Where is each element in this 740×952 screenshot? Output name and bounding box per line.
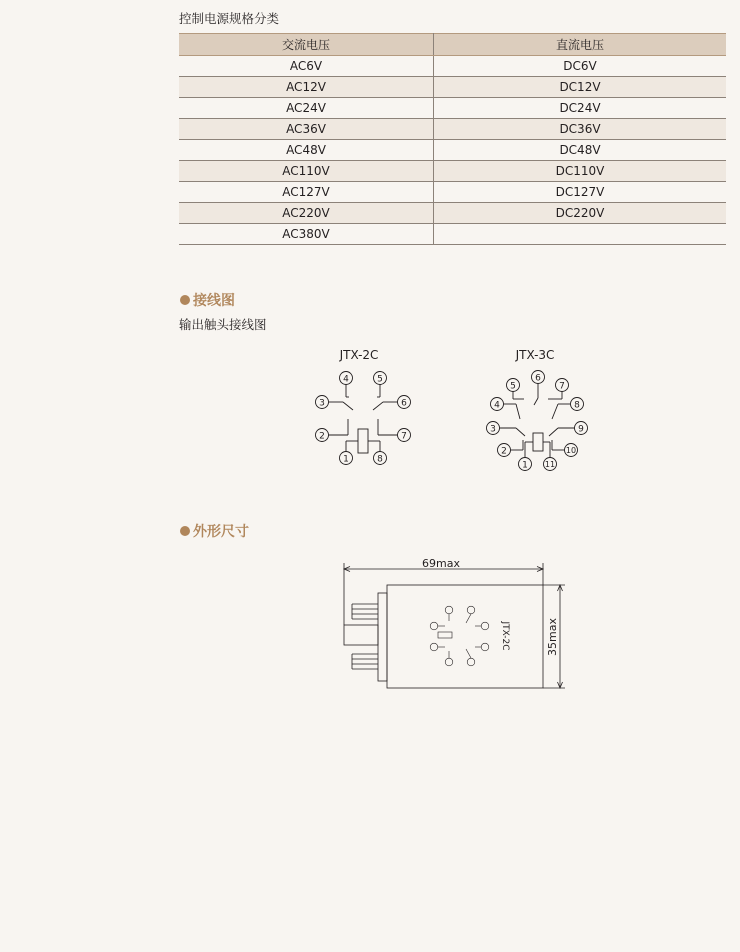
pin-label: 7 <box>559 381 565 392</box>
bullet-icon <box>180 526 190 536</box>
ac-cell: AC127V <box>179 182 434 203</box>
pin-label: 4 <box>494 400 500 411</box>
pin-label: 5 <box>510 381 516 392</box>
pin-label: 10 <box>565 446 577 455</box>
wiring-heading-text: 接线图 <box>193 293 235 309</box>
table-row <box>179 98 726 119</box>
ac-cell: AC48V <box>179 140 434 161</box>
table-row <box>179 203 726 224</box>
table-row <box>179 119 726 140</box>
ac-voltage-header: 交流电压 <box>179 34 434 56</box>
dimensions-heading <box>180 521 249 541</box>
dc-cell: DC48V <box>434 140 727 161</box>
table-row <box>179 140 726 161</box>
table-row <box>179 77 726 98</box>
dc-cell: DC12V <box>434 77 727 98</box>
ac-cell: AC220V <box>179 203 434 224</box>
pin-label: 11 <box>544 460 556 469</box>
dc-cell: DC110V <box>434 161 727 182</box>
ac-cell: AC110V <box>179 161 434 182</box>
table-row <box>179 161 726 182</box>
ac-cell: AC36V <box>179 119 434 140</box>
pin-label: 9 <box>578 424 584 435</box>
pin-label: 3 <box>490 424 496 435</box>
dc-cell: DC6V <box>434 56 727 77</box>
wiring-subtitle: 输出触头接线图 <box>179 317 267 332</box>
table-row <box>179 224 726 245</box>
dc-cell <box>434 224 727 245</box>
dc-cell: DC127V <box>434 182 727 203</box>
pin-label: 1 <box>343 454 349 465</box>
pin-label: 7 <box>401 431 407 442</box>
pin-label: 6 <box>401 398 407 409</box>
jtx-2c-label: JTX-2C <box>339 348 379 362</box>
table-header-row <box>179 34 726 56</box>
dc-cell: DC220V <box>434 203 727 224</box>
power-spec-title: 控制电源规格分类 <box>179 11 280 26</box>
pin-label: 2 <box>501 446 507 457</box>
jtx-3c-wiring-diagram <box>478 343 598 473</box>
bullet-icon <box>180 295 190 305</box>
pin-label: 1 <box>522 460 528 471</box>
ac-cell: AC6V <box>179 56 434 77</box>
dc-voltage-header: 直流电压 <box>434 34 727 56</box>
pin-label: 6 <box>535 373 541 384</box>
pin-label: 5 <box>377 374 383 385</box>
table-row <box>179 56 726 77</box>
jtx-2c-wiring-diagram <box>305 343 420 471</box>
wiring-heading <box>180 290 235 310</box>
pin-label: 4 <box>343 374 349 385</box>
width-dimension-label: 69max <box>422 557 460 570</box>
dc-cell: DC36V <box>434 119 727 140</box>
ac-cell: AC380V <box>179 224 434 245</box>
pin-label: 2 <box>319 431 325 442</box>
table-row <box>179 182 726 203</box>
pin-label: 8 <box>377 454 383 465</box>
model-label: JTX-2C <box>500 621 510 651</box>
power-spec-table <box>179 33 726 245</box>
height-dimension-label: 35max <box>546 618 559 656</box>
dimensions-heading-text: 外形尺寸 <box>193 524 249 540</box>
jtx-3c-label: JTX-3C <box>515 348 555 362</box>
ac-cell: AC24V <box>179 98 434 119</box>
pin-label: 8 <box>574 400 580 411</box>
dc-cell: DC24V <box>434 98 727 119</box>
outline-dimension-drawing <box>335 555 570 695</box>
ac-cell: AC12V <box>179 77 434 98</box>
pin-label: 3 <box>319 398 325 409</box>
